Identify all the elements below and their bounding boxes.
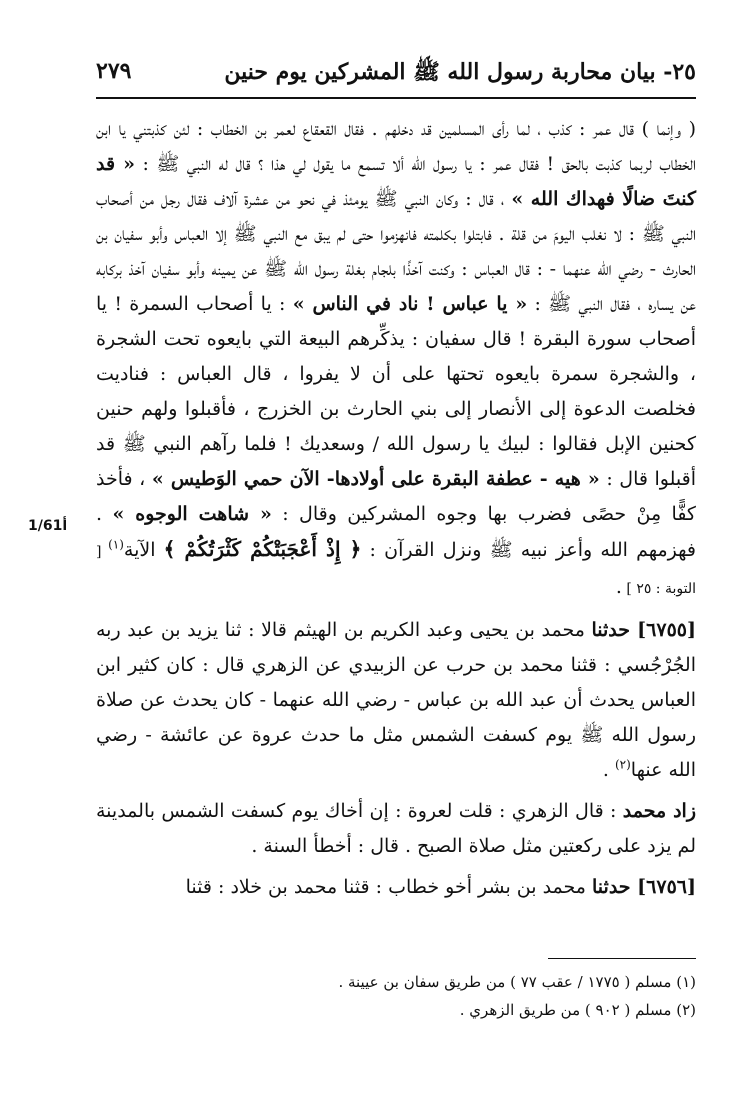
footnote-marker: (٢) xyxy=(614,757,631,772)
footnote-1: (١) مسلم ( ١٧٧٥ / عقب ٧٧ ) من طريق سفان بن عيينة . xyxy=(338,973,696,991)
prophet-quote: « قد كنتَ ضالًا فهداك الله » xyxy=(96,153,697,210)
addition-lead: زاد محمد xyxy=(622,800,696,822)
footnote-rule xyxy=(548,958,696,959)
header-rule xyxy=(96,97,696,99)
text-segment: ، فأخذ كفًّا مِنْ حصًى فضرب بها وجوه المشركين وقال : xyxy=(96,468,696,525)
hadith-number: [٦٧٥٦] xyxy=(637,876,696,898)
isnad-lead: حدثنا xyxy=(592,876,638,898)
text-segment: : قال الزهري : قلت لعروة : إن أخاك يوم كسفت الشمس بالمدينة لم يزد على ركعتين مثل صلاة الصبح . قال : أخطأ السنة . xyxy=(96,800,696,857)
paragraph-hadith-continuation xyxy=(96,112,696,607)
text-segment: ( وإنما ) قال عمر : كذب ، لما رأى المسلمين قد دخلهم . فقال القعقاع لعمر بن الخطاب : لئن كذبتني يا ابن الخطاب لربما كذبت بالحق ! فقال عمر : يا رسول الله ألا تسمع ما يقول لي هذا ؟ قال له النبي ﷺ : xyxy=(96,118,697,175)
text-segment: . xyxy=(615,576,622,598)
manuscript-folio-marker: 1/61أ xyxy=(28,518,68,534)
verse-reference: [ التوبة : ٢٥ ] xyxy=(96,544,696,597)
prophet-quote: « يا عباس ! ناد في الناس » xyxy=(292,293,528,315)
text-segment: : يا أصحاب السمرة ! يا أصحاب سورة البقرة ! قال سفيان : يذكِّرهم البيعة التي بايعوه تحت الشجرة ، والشجرة سمرة بايعوه تحتها على أن لا يفروا ، قال العباس : فناديت فخلصت الدعوة إلى الأنصار إلى بني الحارث بن الخزرج ، فأقبلوا ولهم حنين كحنين الإبل فقالوا : لبيك يا رسول الله / وسعديك ! فلما رآهم النبي ﷺ قد أقبلوا قال : xyxy=(96,293,696,490)
footnotes xyxy=(96,968,696,1024)
page-header xyxy=(96,52,696,92)
chapter-title: ٢٥- بيان محاربة رسول الله ﷺ المشركين يوم حنين xyxy=(224,59,696,85)
isnad-lead: حدثنا xyxy=(591,619,638,641)
text-segment: . xyxy=(602,759,615,781)
text-segment: ، قال : وكان النبي ﷺ يومئذ في نحو من عشرة آلاف فقال رجل من أصحاب النبي ﷺ : لا نغلب اليومَ من قلة . فابتلوا بكلمته فانهزموا حتى لم يبق مع النبي ﷺ إلا العباس وأبو سفيان بن الحارث - رضي الله عنهما - : قال العباس : وكنت آخذًا بلجام بغلة رسول الله ﷺ عن يمينه وأبو سفيان آخذ بركابه عن يساره ، فقال النبي ﷺ : xyxy=(96,188,696,315)
paragraph-hadith-6755 xyxy=(96,613,696,788)
paragraph-addition xyxy=(96,794,696,864)
main-text xyxy=(96,112,696,905)
text-segment: الآية xyxy=(123,539,164,561)
prophet-quote: « شاهت الوجوه » xyxy=(112,503,272,525)
footnote-marker: (١) xyxy=(108,537,124,552)
text-segment: محمد بن يحيى وعبد الكريم بن الهيثم قالا : ثنا يزيد بن عبد ربه الجُرْجُسي : قثنا محمد بن حرب عن الزبيدي عن الزهري قال : كان كثير ابن العباس يحدث أن عبد الله بن عباس - رضي الله عنهما - كان يحدث عن صلاة رسول الله ﷺ يوم كسفت الشمس مثل ما حدث عروة عن عائشة - رضي الله عنها xyxy=(96,619,696,781)
text-segment: محمد بن بشر أخو خطاب : قثنا محمد بن خلاد : قثنا xyxy=(185,876,593,898)
quran-verse: ﴿ إِذْ أَعْجَبَتْكُمْ كَثْرَتُكُمْ ﴾ xyxy=(163,537,362,561)
page-number: ٢٧٩ xyxy=(96,58,132,84)
paragraph-hadith-6756 xyxy=(96,870,696,905)
footnote-2: (٢) مسلم ( ٩٠٢ ) من طريق الزهري . xyxy=(459,1001,696,1019)
text-segment: . فهزمهم الله وأعز نبيه ﷺ ونزل القرآن : xyxy=(96,503,696,561)
hadith-number: [٦٧٥٥] xyxy=(637,619,696,641)
prophet-quote: « هيه - عطفة البقرة على أولادها- الآن حمي الوَطيس » xyxy=(151,468,600,490)
